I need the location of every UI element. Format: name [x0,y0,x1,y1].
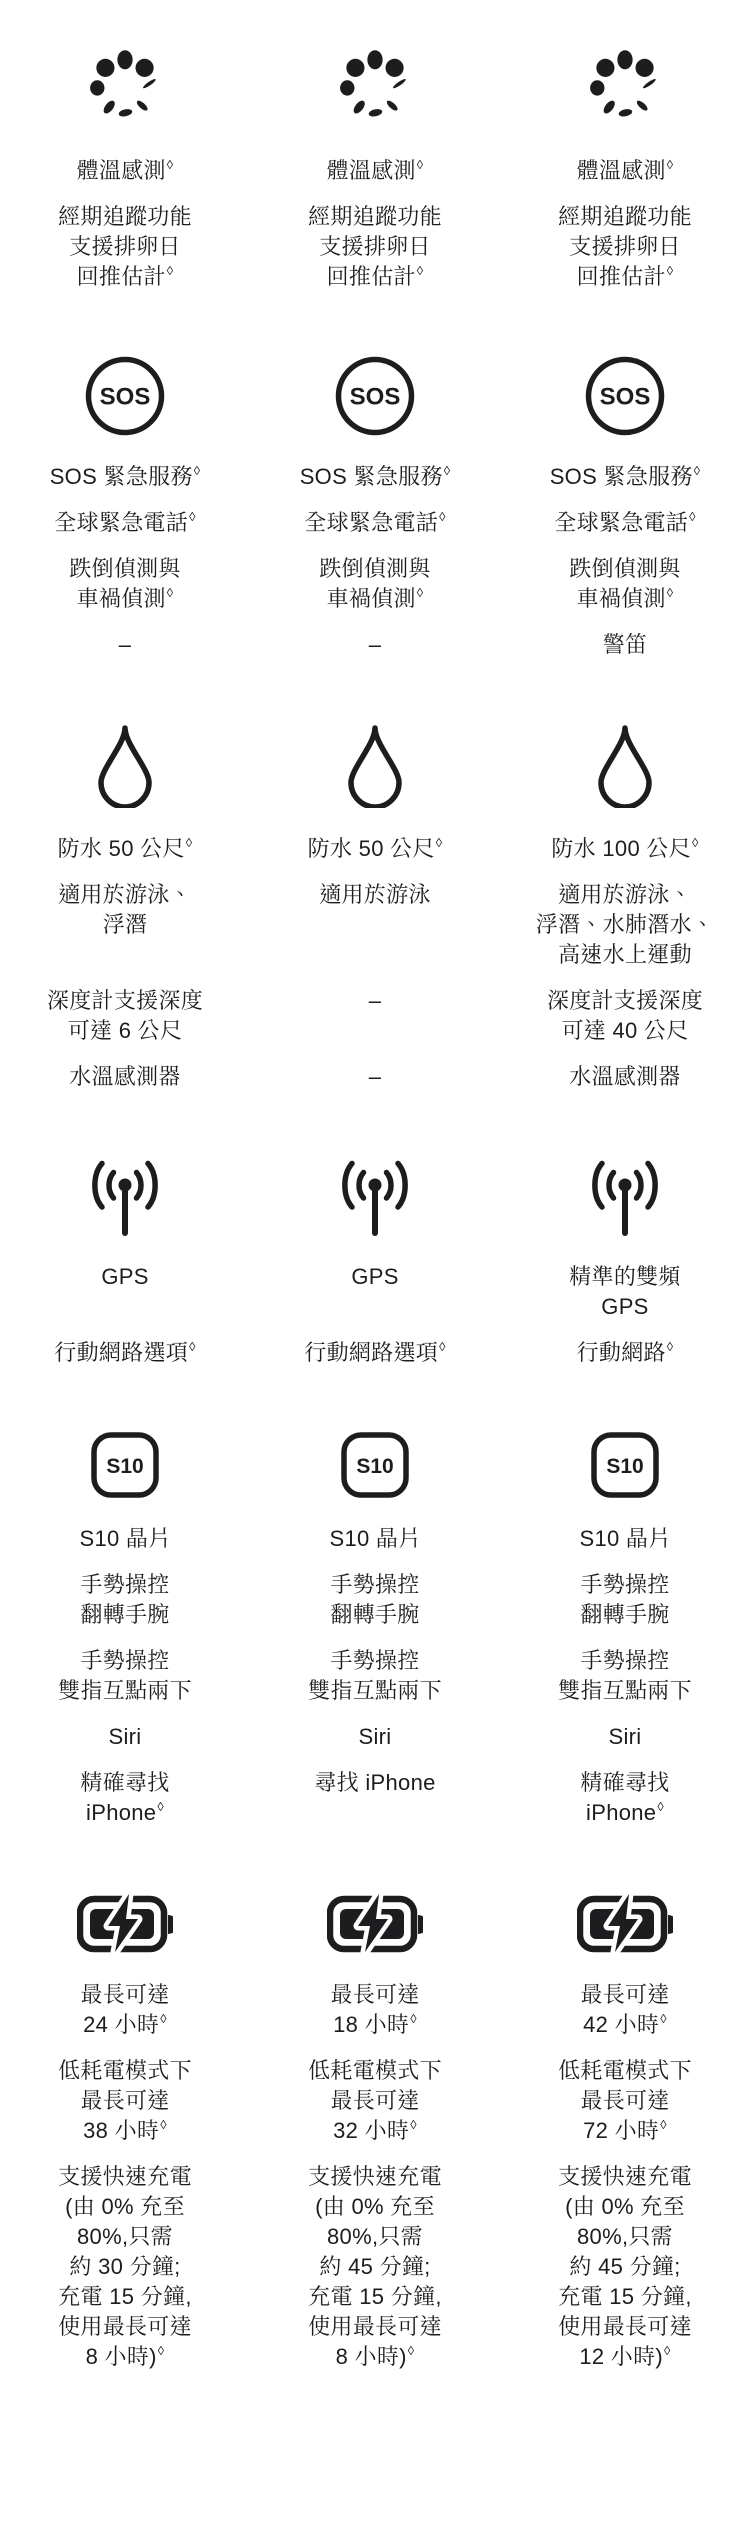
feature-row [0,1338,750,1368]
section-icon-row [0,724,750,808]
feature-text: 精確尋找 iPhone◊ [80,1770,170,1825]
feature-cell [500,986,750,1046]
s10-chip-icon [0,1432,250,1498]
feature-text: 低耗電模式下 最長可達 38 小時◊ [58,2058,192,2143]
feature-cell [0,2162,250,2372]
footnote-marker: ◊ [416,156,424,172]
feature-text: 深度計支援深度 可達 40 公尺 [546,988,704,1043]
footnote-marker: ◊ [407,2342,415,2358]
gps-antenna-icon [250,1156,500,1236]
feature-text: S10 晶片 [329,1526,421,1551]
feature-row [0,986,750,1046]
feature-row [0,880,750,970]
feature-cell [500,202,750,292]
feature-cell [250,1570,500,1630]
feature-text: 尋找 iPhone [314,1770,436,1795]
feature-cell [500,834,750,864]
feature-text: 體溫感測◊ [576,156,674,183]
feature-cell [0,1980,250,2040]
feature-cell [250,156,500,186]
feature-text: 最長可達 24 小時◊ [80,1982,170,2037]
sos-icon [250,356,500,436]
gps-antenna-icon [0,1156,250,1236]
feature-row [0,630,750,660]
footnote-marker: ◊ [693,462,701,478]
feature-cell [500,554,750,614]
not-available-dash: – [368,988,382,1013]
feature-cell [0,2056,250,2146]
feature-cell [0,508,250,538]
svg-text:SOS: SOS [599,383,651,411]
feature-cell [0,1768,250,1828]
feature-cell [500,1768,750,1828]
sos-icon [500,356,750,436]
feature-cell [500,462,750,492]
feature-cell [500,156,750,186]
feature-text: 適用於游泳 [319,882,431,907]
sos-icon [0,356,250,436]
feature-text: 手勢操控 翻轉手腕 [80,1572,170,1627]
feature-cell [250,2056,500,2146]
footnote-marker: ◊ [666,1338,674,1354]
feature-cell [250,202,500,292]
svg-text:S10: S10 [106,1455,144,1478]
feature-row [0,1262,750,1322]
svg-text:S10: S10 [356,1455,394,1478]
feature-cell [250,1722,500,1752]
footnote-marker: ◊ [410,2010,417,2026]
feature-text: 最長可達 18 小時◊ [330,1982,420,2037]
feature-cell [250,834,500,864]
feature-row [0,1722,750,1752]
feature-text: 跌倒偵測與 車禍偵測◊ [569,556,681,611]
feature-text: 水溫感測器 [569,1064,681,1089]
feature-row [0,1768,750,1828]
feature-text: 行動網路◊ [576,1338,674,1365]
feature-cell [500,2056,750,2146]
compare-page [0,44,750,2460]
feature-cell [0,1646,250,1706]
feature-text: 支援快速充電 (由 0% 充至 80%,只需 約 45 分鐘; 充電 15 分鐘, 使用最長可達 8 小時)◊ [308,2164,442,2369]
feature-text: 全球緊急電話◊ [554,508,696,535]
feature-text: 行動網路選項◊ [54,1338,196,1365]
feature-cell [500,630,750,660]
feature-text: SOS 緊急服務◊ [549,462,701,489]
not-available-dash: – [368,1064,382,1089]
temperature-sensor-icon [250,44,500,130]
temperature-sensor-icon [500,44,750,130]
feature-cell [500,880,750,970]
feature-text: GPS [351,1264,399,1289]
section-icon-row [0,1156,750,1236]
feature-cell [250,1646,500,1706]
feature-row [0,1570,750,1630]
footnote-marker: ◊ [666,156,674,172]
feature-cell [0,554,250,614]
feature-text: 跌倒偵測與 車禍偵測◊ [319,556,431,611]
feature-row [0,554,750,614]
feature-cell [250,1262,500,1322]
feature-text: 深度計支援深度 可達 6 公尺 [46,988,204,1043]
feature-row [0,156,750,186]
feature-cell [0,1062,250,1092]
water-drop-icon [250,724,500,808]
footnote-marker: ◊ [666,262,674,278]
feature-row [0,1524,750,1554]
footnote-marker: ◊ [692,834,699,850]
svg-text:S10: S10 [606,1455,644,1478]
feature-cell [0,1524,250,1554]
feature-text: 最長可達 42 小時◊ [580,1982,670,2037]
feature-text: 全球緊急電話◊ [54,508,196,535]
water-drop-icon [0,724,250,808]
feature-cell [250,1768,500,1828]
feature-text: 精確尋找 iPhone◊ [580,1770,670,1825]
feature-cell [500,1980,750,2040]
feature-text: 適用於游泳、 浮潛、水肺潛水、 高速水上運動 [535,882,715,967]
feature-text: 跌倒偵測與 車禍偵測◊ [69,556,181,611]
battery-charging-icon [250,1892,500,1954]
footnote-marker: ◊ [166,262,174,278]
feature-text: S10 晶片 [579,1526,671,1551]
feature-cell [250,880,500,970]
battery-charging-icon [0,1892,250,1954]
water-drop-icon [500,724,750,808]
footnote-marker: ◊ [160,2116,167,2132]
feature-text: SOS 緊急服務◊ [49,462,201,489]
feature-cell [500,1570,750,1630]
feature-text: 手勢操控 雙指互點兩下 [558,1648,692,1703]
feature-text: 水溫感測器 [69,1064,181,1089]
feature-text: Siri [608,1724,642,1749]
feature-text: 防水 50 公尺◊ [57,834,193,861]
feature-text: 手勢操控 雙指互點兩下 [58,1648,192,1703]
feature-cell [0,202,250,292]
feature-text: SOS 緊急服務◊ [299,462,451,489]
footnote-marker: ◊ [157,2342,165,2358]
feature-cell [250,2162,500,2372]
footnote-marker: ◊ [193,462,201,478]
feature-row [0,202,750,292]
feature-cell [500,1722,750,1752]
feature-cell [500,1524,750,1554]
feature-text: 精準的雙頻 GPS [569,1264,681,1319]
feature-text: 全球緊急電話◊ [304,508,446,535]
feature-text: GPS [101,1264,149,1289]
feature-row [0,2056,750,2146]
footnote-marker: ◊ [657,1798,664,1814]
feature-cell [0,1722,250,1752]
footnote-marker: ◊ [416,262,424,278]
feature-text: Siri [108,1724,142,1749]
not-available-dash: – [368,632,382,657]
feature-cell [250,1338,500,1368]
s10-chip-icon [500,1432,750,1498]
footnote-marker: ◊ [666,584,674,600]
feature-text: S10 晶片 [79,1526,171,1551]
footnote-marker: ◊ [189,508,196,524]
feature-text: 經期追蹤功能 支援排卵日 回推估計◊ [558,204,692,289]
feature-cell [250,508,500,538]
feature-cell [250,986,500,1046]
feature-cell [0,834,250,864]
feature-cell [0,880,250,970]
feature-text: 行動網路選項◊ [304,1338,446,1365]
feature-row [0,462,750,492]
feature-text: 低耗電模式下 最長可達 32 小時◊ [308,2058,442,2143]
footnote-marker: ◊ [689,508,696,524]
footnote-marker: ◊ [443,462,451,478]
footnote-marker: ◊ [166,156,174,172]
footnote-marker: ◊ [664,2342,671,2358]
feature-cell [250,630,500,660]
footnote-marker: ◊ [157,1798,164,1814]
svg-text:SOS: SOS [349,383,401,411]
footnote-marker: ◊ [439,1338,446,1354]
feature-row [0,2162,750,2372]
section-icon-row [0,1432,750,1498]
svg-text:SOS: SOS [99,383,151,411]
footnote-marker: ◊ [660,2010,667,2026]
feature-row [0,1062,750,1092]
feature-text: Siri [358,1724,392,1749]
feature-cell [250,1524,500,1554]
not-available-dash: – [118,632,132,657]
feature-text: 手勢操控 雙指互點兩下 [308,1648,442,1703]
feature-cell [250,462,500,492]
feature-text: 體溫感測◊ [76,156,174,183]
battery-charging-icon [500,1892,750,1954]
feature-cell [0,1262,250,1322]
footnote-marker: ◊ [160,2010,167,2026]
footnote-marker: ◊ [660,2116,667,2132]
feature-cell [0,1338,250,1368]
footnote-marker: ◊ [435,834,443,850]
feature-row [0,1646,750,1706]
temperature-sensor-icon [0,44,250,130]
feature-cell [0,156,250,186]
feature-cell [500,1062,750,1092]
footnote-marker: ◊ [416,584,424,600]
s10-chip-icon [250,1432,500,1498]
feature-cell [500,1338,750,1368]
feature-text: 經期追蹤功能 支援排卵日 回推估計◊ [308,204,442,289]
feature-row [0,834,750,864]
comparison-grid [0,44,750,2460]
feature-cell [500,1262,750,1322]
feature-text: 手勢操控 翻轉手腕 [580,1572,670,1627]
feature-text: 支援快速充電 (由 0% 充至 80%,只需 約 45 分鐘; 充電 15 分鐘, 使用最長可達 12 小時)◊ [558,2164,692,2369]
feature-cell [500,508,750,538]
feature-text: 防水 100 公尺◊ [551,834,699,861]
footnote-marker: ◊ [185,834,193,850]
feature-cell [250,1980,500,2040]
footnote-marker: ◊ [189,1338,196,1354]
feature-text: 防水 50 公尺◊ [307,834,443,861]
feature-cell [250,554,500,614]
feature-text: 支援快速充電 (由 0% 充至 80%,只需 約 30 分鐘; 充電 15 分鐘, 使用最長可達 8 小時)◊ [58,2164,192,2369]
footnote-marker: ◊ [166,584,174,600]
feature-text: 警笛 [602,632,648,657]
feature-text: 體溫感測◊ [326,156,424,183]
feature-cell [250,1062,500,1092]
section-icon-row [0,1892,750,1954]
feature-row [0,508,750,538]
feature-row [0,1980,750,2040]
feature-text: 經期追蹤功能 支援排卵日 回推估計◊ [58,204,192,289]
footnote-marker: ◊ [410,2116,417,2132]
footnote-marker: ◊ [439,508,446,524]
feature-cell [500,2162,750,2372]
feature-cell [500,1646,750,1706]
feature-text: 低耗電模式下 最長可達 72 小時◊ [558,2058,692,2143]
feature-cell [0,986,250,1046]
section-icon-row [0,356,750,436]
section-icon-row [0,44,750,130]
feature-cell [0,1570,250,1630]
feature-cell [0,630,250,660]
feature-text: 手勢操控 翻轉手腕 [330,1572,420,1627]
feature-cell [0,462,250,492]
feature-text: 適用於游泳、 浮潛 [58,882,192,937]
gps-antenna-icon [500,1156,750,1236]
